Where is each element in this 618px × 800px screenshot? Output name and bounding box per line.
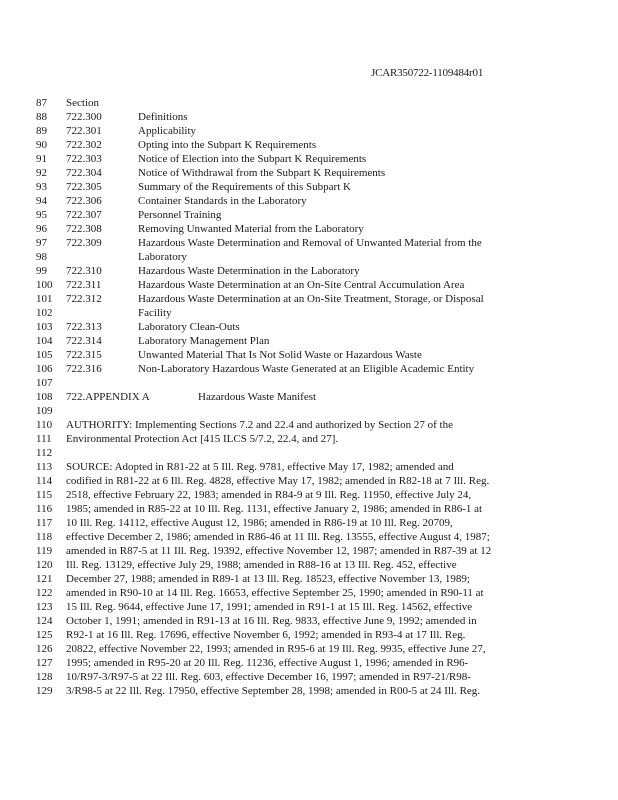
- toc-line: [0, 138, 618, 152]
- line-number: 101: [36, 293, 53, 305]
- line-number: 88: [36, 111, 47, 123]
- line-number: 100: [36, 279, 53, 291]
- toc-title: Notice of Election into the Subpart K Requirements: [138, 153, 367, 165]
- toc-title: Removing Unwanted Material from the Laboratory: [138, 223, 364, 235]
- toc-line: [0, 292, 618, 306]
- toc-section: Section: [66, 97, 99, 109]
- line-number: 127: [36, 657, 53, 669]
- source-line: [0, 502, 618, 516]
- toc-line: [0, 320, 618, 334]
- line-number: 94: [36, 195, 47, 207]
- line-number: 111: [36, 433, 52, 445]
- toc-title: Non-Laboratory Hazardous Waste Generated at an Eligible Academic Entity: [138, 363, 475, 375]
- line-number: 121: [36, 573, 53, 585]
- line-number: 110: [36, 419, 53, 431]
- source-line: [0, 656, 618, 670]
- toc-section: 722.310: [66, 265, 102, 277]
- line-number: 90: [36, 139, 47, 151]
- source-text: effective December 2, 1986; amended in R86-46 at 11 Ill. Reg. 13555, effective August 4, 1987;: [66, 531, 490, 543]
- source-line: [0, 530, 618, 544]
- toc-section: 722.305: [66, 181, 102, 193]
- toc-section: 722.304: [66, 167, 102, 179]
- toc-section: 722.313: [66, 321, 102, 333]
- line-number: 91: [36, 153, 47, 165]
- line-number: 119: [36, 545, 53, 557]
- toc-line: [0, 306, 618, 320]
- line-number: 126: [36, 643, 53, 655]
- line-number: 96: [36, 223, 47, 235]
- toc-line: [0, 264, 618, 278]
- source-line: [0, 600, 618, 614]
- line-number: 118: [36, 531, 53, 543]
- line-number: 120: [36, 559, 53, 571]
- source-text: October 1, 1991; amended in R91-13 at 16 Ill. Reg. 9833, effective June 9, 1992; amended in: [66, 615, 477, 627]
- appendix-section: 722.APPENDIX A: [66, 391, 150, 403]
- source-line: [0, 488, 618, 502]
- source-text: 1995; amended in R95-20 at 20 Ill. Reg. 11236, effective August 1, 1996; amended in R96-: [66, 657, 469, 669]
- toc-title: Definitions: [138, 111, 188, 123]
- line-number: 105: [36, 349, 53, 361]
- source-text: December 27, 1988; amended in R89-1 at 13 Ill. Reg. 18523, effective November 13, 1989;: [66, 573, 470, 585]
- line-number: 128: [36, 671, 53, 683]
- line-number: 106: [36, 363, 53, 375]
- toc-title: Laboratory Clean-Outs: [138, 321, 240, 333]
- toc-section: 722.316: [66, 363, 102, 375]
- blank-line: [0, 404, 618, 418]
- toc-title: Hazardous Waste Determination at an On-Site Central Accumulation Area: [138, 279, 465, 291]
- toc-section: 722.314: [66, 335, 102, 347]
- source-text: 10/R97-3/R97-5 at 22 Ill. Reg. 603, effective December 16, 1997; amended in R97-21/R98-: [66, 671, 471, 683]
- line-number: 104: [36, 335, 53, 347]
- source-text: 2518, effective February 22, 1983; amended in R84-9 at 9 Ill. Reg. 11950, effective July 24,: [66, 489, 472, 501]
- line-number: 125: [36, 629, 53, 641]
- source-line: [0, 670, 618, 684]
- source-line: [0, 460, 618, 474]
- source-text: 3/R98-5 at 22 Ill. Reg. 17950, effective September 28, 1998; amended in R00-5 at 24 Ill. Reg.: [66, 685, 481, 697]
- line-number: 112: [36, 447, 53, 459]
- toc-title: Summary of the Requirements of this Subpart K: [138, 181, 351, 193]
- source-line: [0, 642, 618, 656]
- source-text: 1985; amended in R85-22 at 10 Ill. Reg. 1131, effective January 2, 1986; amended in R86-1 at: [66, 503, 483, 515]
- line-number: 124: [36, 615, 53, 627]
- toc-line: [0, 194, 618, 208]
- blank-line: [0, 446, 618, 460]
- toc-title: Personnel Training: [138, 209, 222, 221]
- line-number: 102: [36, 307, 53, 319]
- source-text: SOURCE: Adopted in R81-22 at 5 Ill. Reg. 9781, effective May 17, 1982; amended and: [66, 461, 454, 473]
- toc-title: Hazardous Waste Determination at an On-Site Treatment, Storage, or Disposal: [138, 293, 484, 305]
- line-number: 123: [36, 601, 53, 613]
- toc-section: 722.303: [66, 153, 102, 165]
- appendix-line: [0, 390, 618, 404]
- toc-line: [0, 362, 618, 376]
- line-number: 109: [36, 405, 53, 417]
- toc-section: 722.309: [66, 237, 102, 249]
- line-number: 116: [36, 503, 53, 515]
- toc-title: Laboratory Management Plan: [138, 335, 270, 347]
- toc-section: 722.308: [66, 223, 102, 235]
- document-id: JCAR350722-1109484r01: [371, 67, 484, 79]
- source-line: [0, 544, 618, 558]
- line-number: 122: [36, 587, 53, 599]
- toc-line: [0, 152, 618, 166]
- toc-section: 722.306: [66, 195, 102, 207]
- toc-section: 722.302: [66, 139, 102, 151]
- line-number: 115: [36, 489, 53, 501]
- toc-title: Applicability: [138, 125, 197, 137]
- source-line: [0, 628, 618, 642]
- toc-line: [0, 278, 618, 292]
- source-line: [0, 516, 618, 530]
- toc-title: Notice of Withdrawal from the Subpart K Requirements: [138, 167, 386, 179]
- source-text: Ill. Reg. 13129, effective July 29, 1988; amended in R88-16 at 13 Ill. Reg. 452, effective: [66, 559, 457, 571]
- line-number: 98: [36, 251, 47, 263]
- document-body: [0, 96, 618, 698]
- authority-line: [0, 418, 618, 432]
- line-number: 87: [36, 97, 47, 109]
- toc-line: [0, 236, 618, 250]
- source-line: [0, 684, 618, 698]
- toc-line: [0, 166, 618, 180]
- line-number: 103: [36, 321, 53, 333]
- authority-line: [0, 432, 618, 446]
- line-number: 117: [36, 517, 53, 529]
- line-number: 92: [36, 167, 47, 179]
- line-number: 108: [36, 391, 53, 403]
- source-line: [0, 614, 618, 628]
- source-text: 10 Ill. Reg. 14112, effective August 12, 1986; amended in R86-19 at 10 Ill. Reg. 20709,: [66, 517, 453, 529]
- source-line: [0, 474, 618, 488]
- toc-title: Hazardous Waste Determination in the Laboratory: [138, 265, 360, 277]
- toc-line: [0, 110, 618, 124]
- authority-text: AUTHORITY: Implementing Sections 7.2 and 22.4 and authorized by Section 27 of the: [66, 419, 453, 431]
- line-number: 89: [36, 125, 47, 137]
- source-text: amended in R87-5 at 11 Ill. Reg. 19392, effective November 12, 1987; amended in R87-39 at 12: [66, 545, 492, 557]
- toc-line: [0, 376, 618, 390]
- toc-line: [0, 250, 618, 264]
- line-number: 97: [36, 237, 47, 249]
- toc-section: 722.311: [66, 279, 102, 291]
- toc-title: Hazardous Waste Determination and Removal of Unwanted Material from the: [138, 237, 482, 249]
- toc-section: 722.300: [66, 111, 102, 123]
- toc-title: Container Standards in the Laboratory: [138, 195, 307, 207]
- line-number: 107: [36, 377, 53, 389]
- source-line: [0, 586, 618, 600]
- toc-section: 722.301: [66, 125, 102, 137]
- toc-line: [0, 208, 618, 222]
- source-line: [0, 572, 618, 586]
- source-line: [0, 558, 618, 572]
- source-text: codified in R81-22 at 6 Ill. Reg. 4828, effective May 17, 1982; amended in R82-18 at 7 Ill. Reg.: [66, 475, 490, 487]
- appendix-title: Hazardous Waste Manifest: [198, 391, 317, 403]
- source-text: amended in R90-10 at 14 Ill. Reg. 16653, effective September 25, 1990; amended in R90-11 at: [66, 587, 484, 599]
- line-number: 129: [36, 685, 53, 697]
- authority-text: Environmental Protection Act [415 ILCS 5/7.2, 22.4, and 27].: [66, 433, 339, 445]
- toc-title: Opting into the Subpart K Requirements: [138, 139, 317, 151]
- source-text: 15 Ill. Reg. 9644, effective June 17, 1991; amended in R91-1 at 15 Ill. Reg. 14562, effective: [66, 601, 473, 613]
- toc-title: Laboratory: [138, 251, 187, 263]
- line-number: 93: [36, 181, 47, 193]
- toc-line: [0, 124, 618, 138]
- toc-section: 722.307: [66, 209, 102, 221]
- toc-line: [0, 334, 618, 348]
- source-text: R92-1 at 16 Ill. Reg. 17696, effective November 6, 1992; amended in R93-4 at 17 Ill. Reg.: [66, 629, 466, 641]
- toc-line: [0, 222, 618, 236]
- line-number: 113: [36, 461, 53, 473]
- toc-line: [0, 348, 618, 362]
- line-number: 99: [36, 265, 47, 277]
- toc-line: [0, 96, 618, 110]
- toc-line: [0, 180, 618, 194]
- line-number: 114: [36, 475, 53, 487]
- toc-title: Facility: [138, 307, 172, 319]
- toc-section: 722.315: [66, 349, 102, 361]
- source-text: 20822, effective November 22, 1993; amended in R95-6 at 19 Ill. Reg. 9935, effective June 27,: [66, 643, 486, 655]
- line-number: 95: [36, 209, 47, 221]
- toc-title: Unwanted Material That Is Not Solid Waste or Hazardous Waste: [138, 349, 422, 361]
- toc-section: 722.312: [66, 293, 102, 305]
